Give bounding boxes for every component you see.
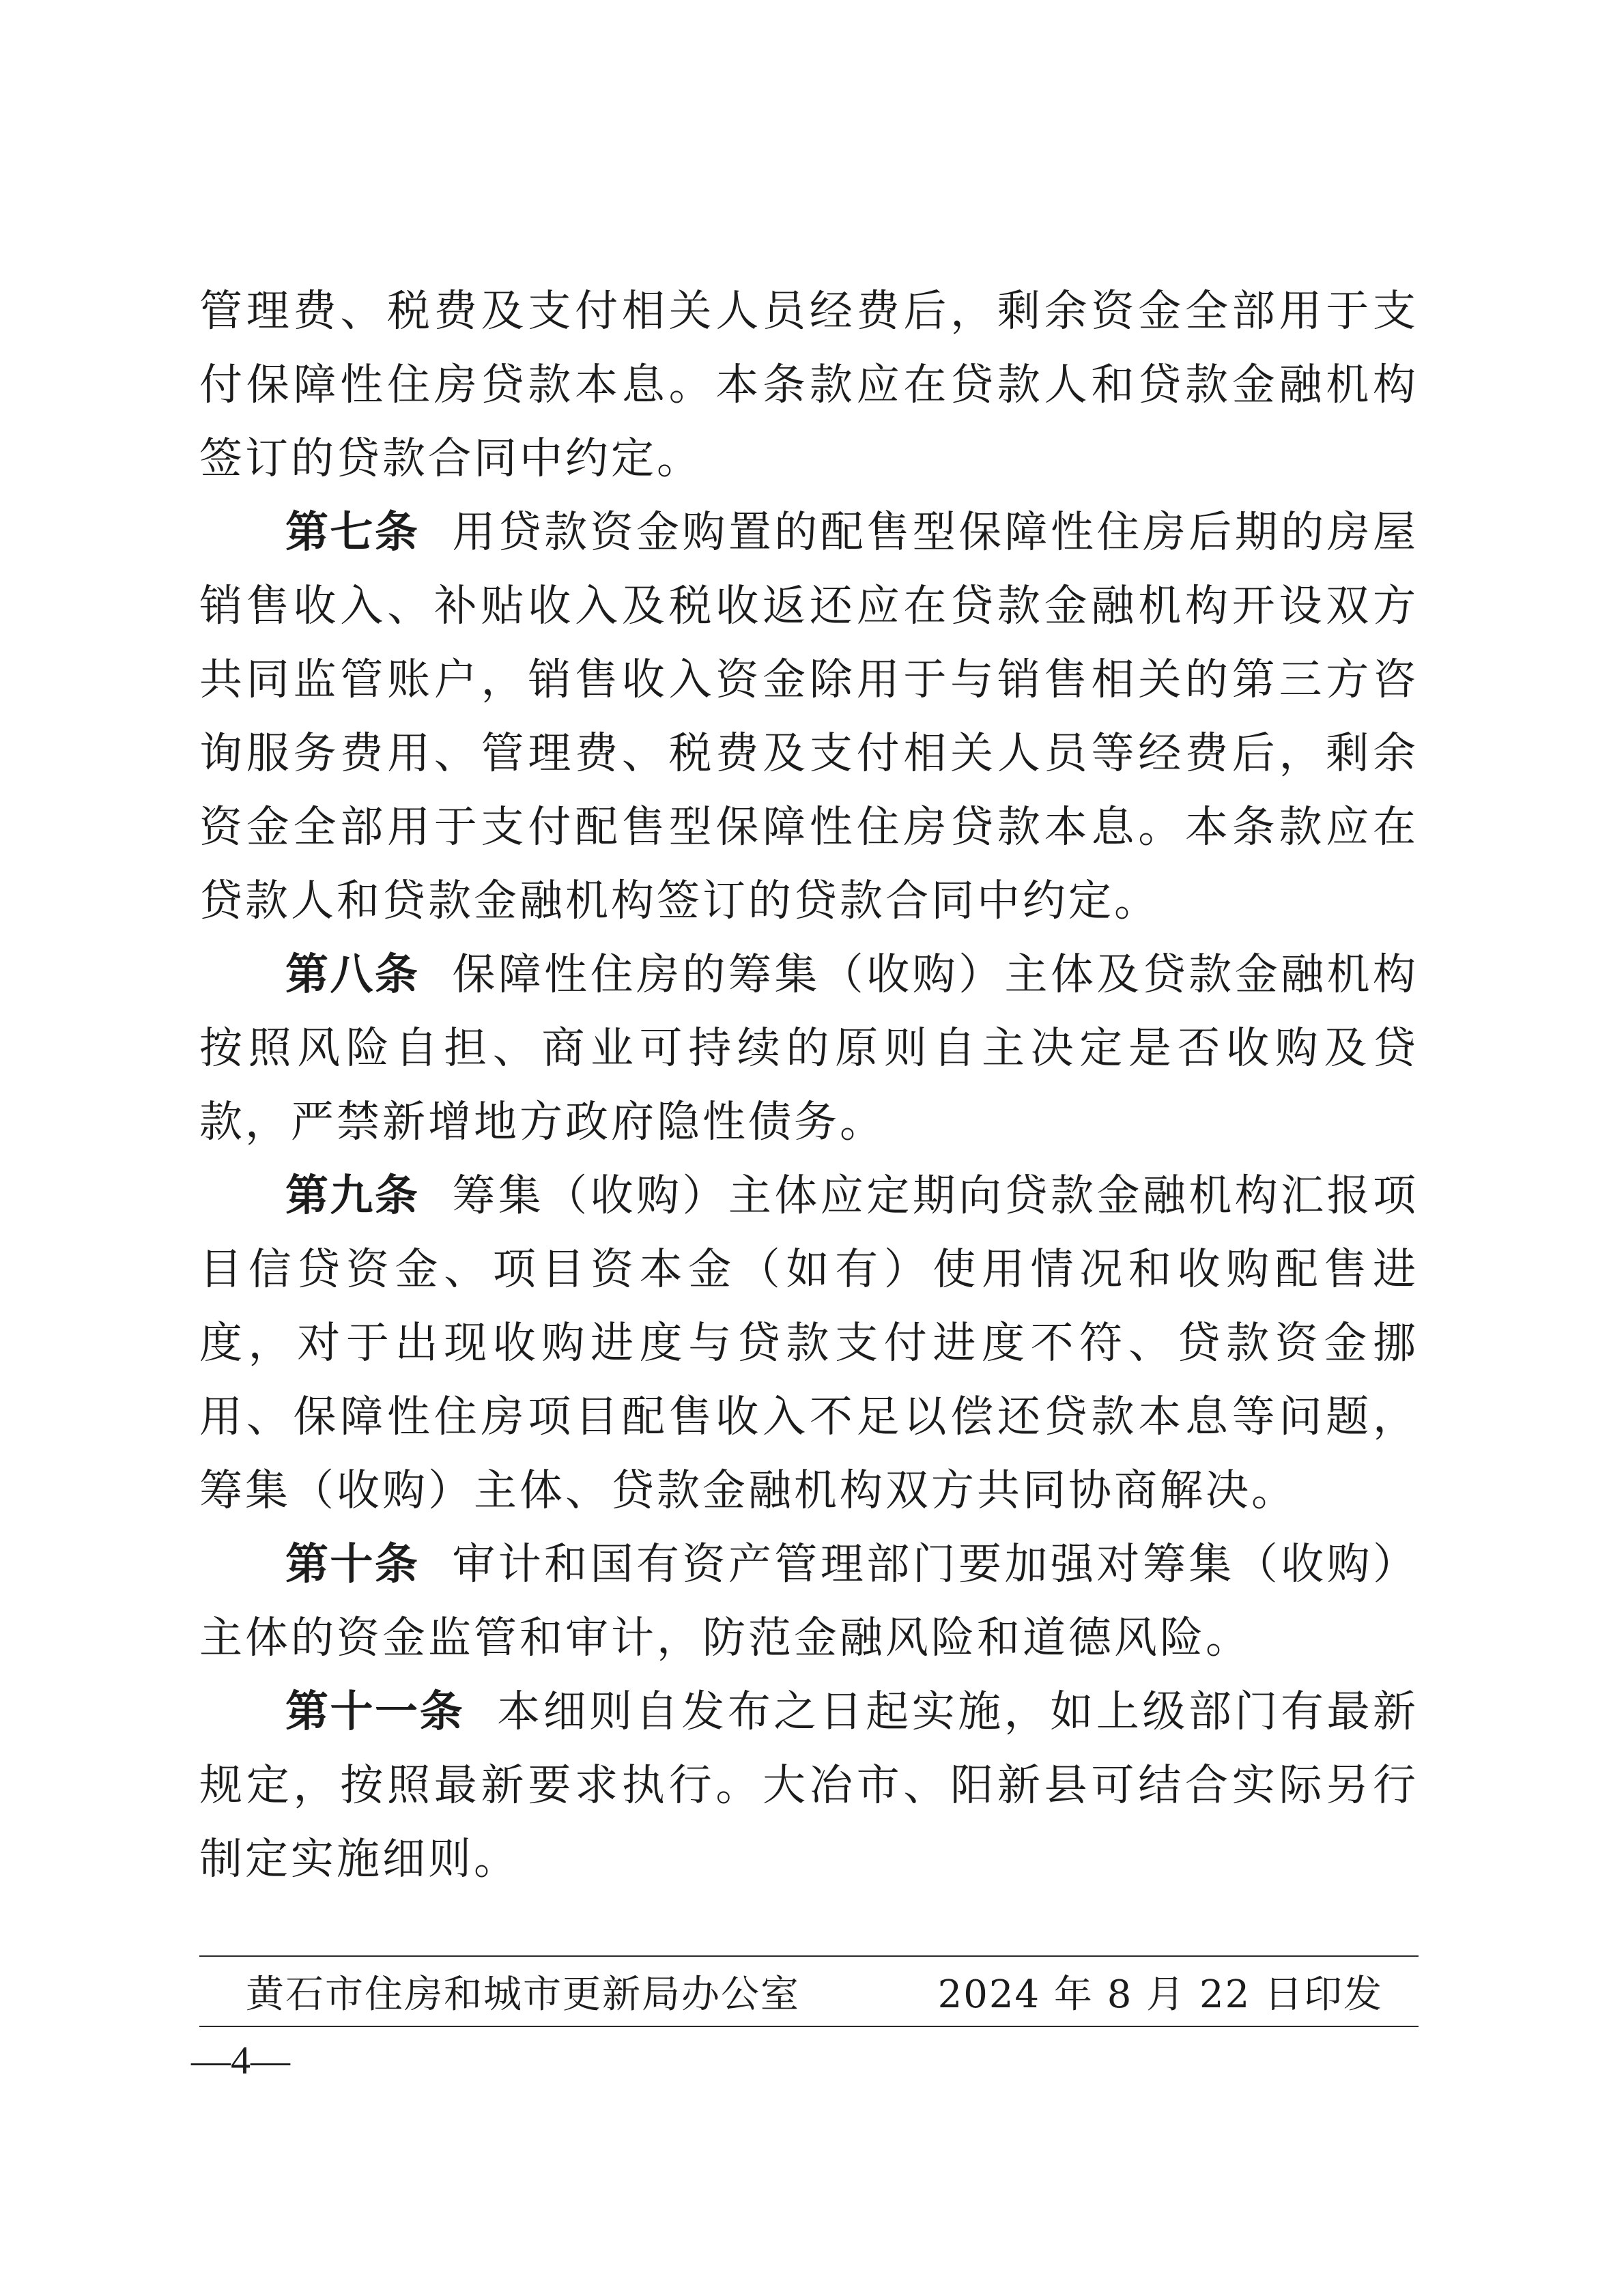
article-8 bbox=[199, 938, 1419, 1159]
article-9 bbox=[199, 1159, 1419, 1527]
paragraph-continuation bbox=[199, 274, 1419, 496]
paragraph-text: 管理费、税费及支付相关人员经费后，剩余资金全部用于支付保障性住房贷款本息。本条款应在贷款人和贷款金融机构签订的贷款合同中约定。 bbox=[199, 286, 1419, 483]
article-11 bbox=[199, 1675, 1419, 1896]
article-text: 筹集（收购）主体应定期向贷款金融机构汇报项目信贷资金、项目资本金（如有）使用情况和收购配售进度，对于出现收购进度与贷款支付进度不符、贷款资金挪用、保障性住房项目配售收入不足以偿还贷款本息等问题，筹集（收购）主体、贷款金融机构双方共同协商解决。 bbox=[199, 1171, 1419, 1515]
article-number: 第十条 bbox=[285, 1539, 420, 1589]
article-7 bbox=[199, 496, 1419, 938]
article-10 bbox=[199, 1527, 1419, 1675]
page-number: —4— bbox=[191, 2038, 290, 2082]
article-number: 第七条 bbox=[285, 507, 420, 557]
footer-top-rule bbox=[199, 1955, 1419, 1957]
article-text: 保障性住房的筹集（收购）主体及贷款金融机构按照风险自担、商业可持续的原则自主决定是否收购及贷款，严禁新增地方政府隐性债务。 bbox=[199, 949, 1419, 1147]
article-number: 第十一条 bbox=[285, 1687, 465, 1736]
footer-issuance-line bbox=[199, 1960, 1419, 2023]
article-number: 第九条 bbox=[285, 1171, 420, 1220]
footer-bottom-rule bbox=[199, 2026, 1419, 2027]
article-text: 用贷款资金购置的配售型保障性住房后期的房屋销售收入、补贴收入及税收返还应在贷款金融机构开设双方共同监管账户，销售收入资金除用于与销售相关的第三方咨询服务费用、管理费、税费及支付相关人员等经费后，剩余资金全部用于支付配售型保障性住房贷款本息。本条款应在贷款人和贷款金融机构签订的贷款合同中约定。 bbox=[199, 507, 1419, 925]
article-number: 第八条 bbox=[285, 949, 420, 999]
footer-issuer: 黄石市住房和城市更新局办公室 bbox=[246, 1972, 800, 2017]
article-text: 本细则自发布之日起实施，如上级部门有最新规定，按照最新要求执行。大冶市、阳新县可结合实际另行制定实施细则。 bbox=[199, 1687, 1419, 1884]
footer-issue-date: 2024 年 8 月 22 日印发 bbox=[937, 1972, 1383, 2017]
article-text: 审计和国有资产管理部门要加强对筹集（收购）主体的资金监管和审计，防范金融风险和道德风险。 bbox=[199, 1539, 1419, 1663]
document-body bbox=[199, 274, 1419, 1896]
